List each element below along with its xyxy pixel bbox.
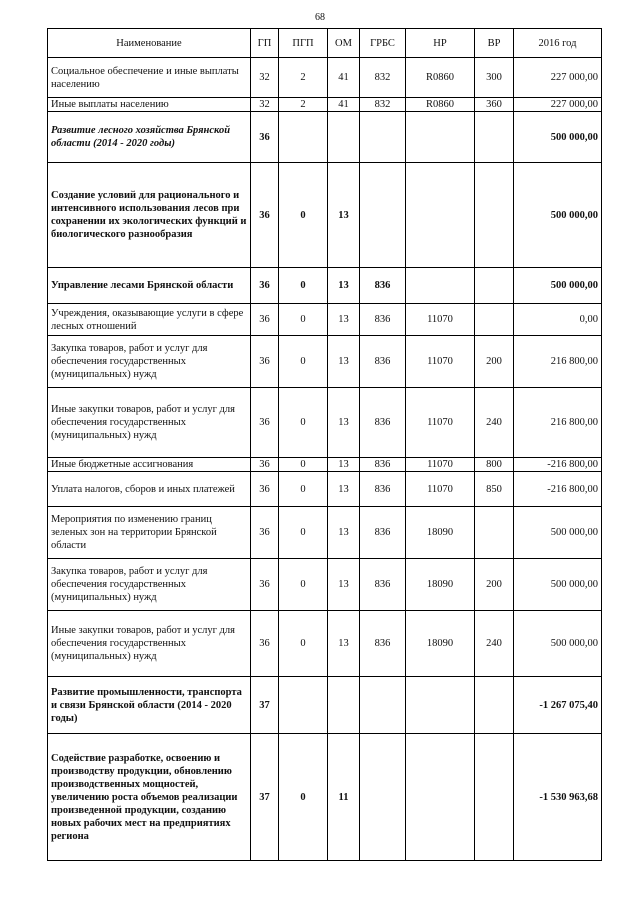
column-header-nr: НР [406, 29, 475, 58]
column-header-grbs: ГРБС [360, 29, 406, 58]
table-row [48, 163, 602, 268]
cell-nr [406, 112, 475, 163]
cell-gp: 36 [251, 611, 279, 677]
cell-name: Иные закупки товаров, работ и услуг для обеспечения государственных (муниципальных) нужд [48, 388, 251, 458]
cell-gp: 32 [251, 98, 279, 112]
cell-vr: 800 [475, 458, 514, 472]
cell-name: Закупка товаров, работ и услуг для обеспечения государственных (муниципальных) нужд [48, 559, 251, 611]
cell-grbs: 836 [360, 611, 406, 677]
cell-vr [475, 507, 514, 559]
cell-name: Закупка товаров, работ и услуг для обеспечения государственных (муниципальных) нужд [48, 336, 251, 388]
cell-gp: 32 [251, 58, 279, 98]
cell-om: 13 [328, 388, 360, 458]
cell-pgp: 0 [279, 388, 328, 458]
cell-name: Социальное обеспечение и иные выплаты населению [48, 58, 251, 98]
cell-om: 13 [328, 472, 360, 507]
cell-grbs: 836 [360, 304, 406, 336]
cell-pgp: 0 [279, 268, 328, 304]
column-header-year: 2016 год [514, 29, 602, 58]
cell-nr: R0860 [406, 98, 475, 112]
cell-grbs: 836 [360, 472, 406, 507]
column-header-om: ОМ [328, 29, 360, 58]
cell-om: 11 [328, 734, 360, 861]
cell-gp: 36 [251, 507, 279, 559]
cell-nr [406, 677, 475, 734]
table-row [48, 507, 602, 559]
cell-grbs [360, 163, 406, 268]
cell-vr [475, 734, 514, 861]
cell-om [328, 112, 360, 163]
cell-gp: 36 [251, 304, 279, 336]
cell-pgp: 0 [279, 734, 328, 861]
cell-amount: 500 000,00 [514, 507, 602, 559]
cell-pgp: 0 [279, 472, 328, 507]
cell-nr: 11070 [406, 458, 475, 472]
cell-vr: 360 [475, 98, 514, 112]
cell-name: Иные выплаты населению [48, 98, 251, 112]
cell-amount: -216 800,00 [514, 472, 602, 507]
table-row [48, 58, 602, 98]
cell-nr: 11070 [406, 472, 475, 507]
cell-name: Иные закупки товаров, работ и услуг для обеспечения государственных (муниципальных) нужд [48, 611, 251, 677]
cell-grbs: 832 [360, 58, 406, 98]
cell-gp: 36 [251, 472, 279, 507]
table-header-row [48, 29, 602, 58]
table-row [48, 112, 602, 163]
cell-om [328, 677, 360, 734]
cell-amount: 227 000,00 [514, 98, 602, 112]
column-header-pgp: ПГП [279, 29, 328, 58]
cell-nr: 18090 [406, 507, 475, 559]
cell-name: Управление лесами Брянской области [48, 268, 251, 304]
cell-amount: 0,00 [514, 304, 602, 336]
cell-amount: 500 000,00 [514, 611, 602, 677]
cell-om: 13 [328, 304, 360, 336]
cell-nr: R0860 [406, 58, 475, 98]
cell-vr [475, 304, 514, 336]
cell-vr: 240 [475, 388, 514, 458]
cell-name: Создание условий для рационального и интенсивного использования лесов при сохранении их экологических функций и биологического разнообразия [48, 163, 251, 268]
cell-vr [475, 112, 514, 163]
cell-amount: 216 800,00 [514, 388, 602, 458]
cell-amount: -1 267 075,40 [514, 677, 602, 734]
cell-gp: 37 [251, 677, 279, 734]
cell-amount: 500 000,00 [514, 559, 602, 611]
cell-om: 13 [328, 507, 360, 559]
cell-pgp: 0 [279, 611, 328, 677]
cell-amount: 216 800,00 [514, 336, 602, 388]
cell-om: 13 [328, 163, 360, 268]
cell-grbs: 836 [360, 268, 406, 304]
cell-om: 13 [328, 268, 360, 304]
cell-pgp [279, 677, 328, 734]
table-row [48, 388, 602, 458]
cell-nr: 11070 [406, 304, 475, 336]
cell-grbs: 836 [360, 388, 406, 458]
table-row [48, 559, 602, 611]
cell-grbs: 832 [360, 98, 406, 112]
cell-nr [406, 163, 475, 268]
cell-vr: 200 [475, 559, 514, 611]
cell-name: Иные бюджетные ассигнования [48, 458, 251, 472]
cell-amount: 500 000,00 [514, 163, 602, 268]
cell-pgp: 0 [279, 458, 328, 472]
table-row [48, 98, 602, 112]
cell-name: Учреждения, оказывающие услуги в сфере лесных отношений [48, 304, 251, 336]
cell-grbs [360, 112, 406, 163]
cell-om: 41 [328, 98, 360, 112]
cell-grbs: 836 [360, 336, 406, 388]
cell-nr: 11070 [406, 388, 475, 458]
cell-pgp: 0 [279, 559, 328, 611]
table-row [48, 472, 602, 507]
cell-gp: 36 [251, 388, 279, 458]
cell-pgp: 2 [279, 58, 328, 98]
cell-grbs: 836 [360, 458, 406, 472]
cell-pgp [279, 112, 328, 163]
cell-pgp: 0 [279, 507, 328, 559]
cell-nr: 18090 [406, 559, 475, 611]
table-row [48, 734, 602, 861]
cell-om: 13 [328, 458, 360, 472]
cell-amount: 500 000,00 [514, 112, 602, 163]
cell-gp: 36 [251, 559, 279, 611]
cell-grbs [360, 734, 406, 861]
cell-name: Развитие промышленности, транспорта и связи Брянской области (2014 - 2020 годы) [48, 677, 251, 734]
column-header-vr: ВР [475, 29, 514, 58]
cell-om: 13 [328, 611, 360, 677]
cell-name: Развитие лесного хозяйства Брянской области (2014 - 2020 годы) [48, 112, 251, 163]
column-header-name: Наименование [48, 29, 251, 58]
table-row [48, 677, 602, 734]
cell-grbs: 836 [360, 507, 406, 559]
cell-gp: 36 [251, 458, 279, 472]
table-row [48, 336, 602, 388]
cell-amount: -216 800,00 [514, 458, 602, 472]
cell-vr [475, 163, 514, 268]
cell-nr [406, 268, 475, 304]
cell-amount: -1 530 963,68 [514, 734, 602, 861]
cell-pgp: 2 [279, 98, 328, 112]
cell-name: Мероприятия по изменению границ зеленых зон на территории Брянской области [48, 507, 251, 559]
cell-pgp: 0 [279, 304, 328, 336]
cell-om: 13 [328, 559, 360, 611]
cell-amount: 227 000,00 [514, 58, 602, 98]
table-row [48, 458, 602, 472]
budget-table [47, 28, 602, 861]
cell-vr: 240 [475, 611, 514, 677]
cell-nr: 11070 [406, 336, 475, 388]
cell-nr [406, 734, 475, 861]
cell-grbs [360, 677, 406, 734]
cell-pgp: 0 [279, 163, 328, 268]
cell-gp: 36 [251, 268, 279, 304]
cell-om: 41 [328, 58, 360, 98]
cell-vr: 300 [475, 58, 514, 98]
cell-gp: 37 [251, 734, 279, 861]
cell-gp: 36 [251, 163, 279, 268]
cell-vr [475, 268, 514, 304]
cell-name: Содействие разработке, освоению и производству продукции, обновлению производственных мощностей, увеличению роста объемов реализации произведенной продукции, созданию новых рабочих мест на предприятиях региона [48, 734, 251, 861]
column-header-gp: ГП [251, 29, 279, 58]
table-row [48, 611, 602, 677]
cell-amount: 500 000,00 [514, 268, 602, 304]
cell-gp: 36 [251, 336, 279, 388]
cell-vr: 850 [475, 472, 514, 507]
cell-vr [475, 677, 514, 734]
table-row [48, 268, 602, 304]
cell-name: Уплата налогов, сборов и иных платежей [48, 472, 251, 507]
cell-grbs: 836 [360, 559, 406, 611]
page-number: 68 [315, 12, 325, 23]
cell-om: 13 [328, 336, 360, 388]
cell-pgp: 0 [279, 336, 328, 388]
cell-vr: 200 [475, 336, 514, 388]
cell-gp: 36 [251, 112, 279, 163]
table-row [48, 304, 602, 336]
cell-nr: 18090 [406, 611, 475, 677]
